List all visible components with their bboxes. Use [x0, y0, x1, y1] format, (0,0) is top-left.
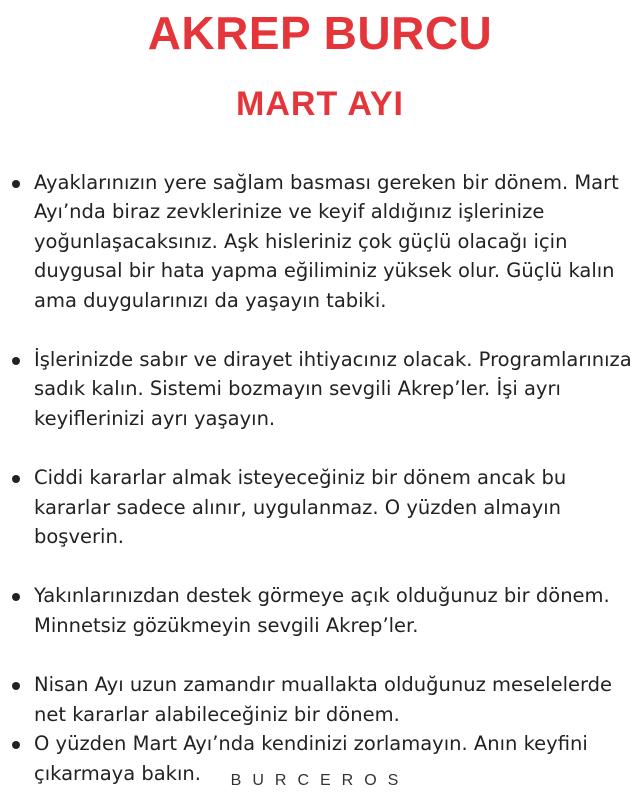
horoscope-list [0, 168, 640, 788]
page-title: AKREP BURCU [147, 7, 493, 59]
list-item [0, 168, 640, 315]
list-item [0, 345, 640, 433]
bullet-icon [12, 682, 20, 690]
list-item-text: İşlerinizde sabır ve dirayet ihtiyacınız olacak. Programlarınıza sadık kalın. Sistemi bozmayın sevgili Akrep’ler. İşi ayrı keyiflerinizi ayrı yaşayın. [34, 348, 632, 430]
bullet-icon [12, 593, 20, 601]
bullet-icon [12, 475, 20, 483]
bullet-icon [12, 180, 20, 188]
brand-footer: BURCEROS [230, 772, 410, 789]
list-item-text: Ayaklarınızın yere sağlam basması gereken bir dönem. Mart Ayı’nda biraz zevklerinize ve keyif aldığınız işlerinize yoğunlaşacaksınız. Aşk hisleriniz çok güçlü olacağı için duygusal bir hata yapma eğiliminiz yüksek olur. Güçlü kalın ama duygularınızı da yaşayın tabiki. [34, 171, 619, 312]
list-item [0, 581, 640, 640]
page-subtitle: MART AYI [236, 85, 404, 123]
list-item-text: Ciddi kararlar almak isteyeceğiniz bir dönem ancak bu kararlar sadece alınır, uygulanmaz. O yüzden almayın boşverin. [34, 466, 567, 549]
bullet-icon [12, 357, 20, 365]
list-item-text: Nisan Ayı uzun zamandır muallakta olduğunuz meselelerde net kararlar alabileceğiniz bir dönem. [34, 673, 613, 726]
bullet-icon [12, 741, 20, 749]
list-item [0, 463, 640, 551]
list-item-text: Yakınlarınızdan destek görmeye açık olduğunuz bir dönem. Minnetsiz gözükmeyin sevgili Akrep’ler. [34, 584, 610, 637]
list-item [0, 670, 640, 729]
list-item-text: O yüzden Mart Ayı’nda kendinizi zorlamayın. Anın keyfini çıkarmaya bakın. [34, 732, 588, 785]
